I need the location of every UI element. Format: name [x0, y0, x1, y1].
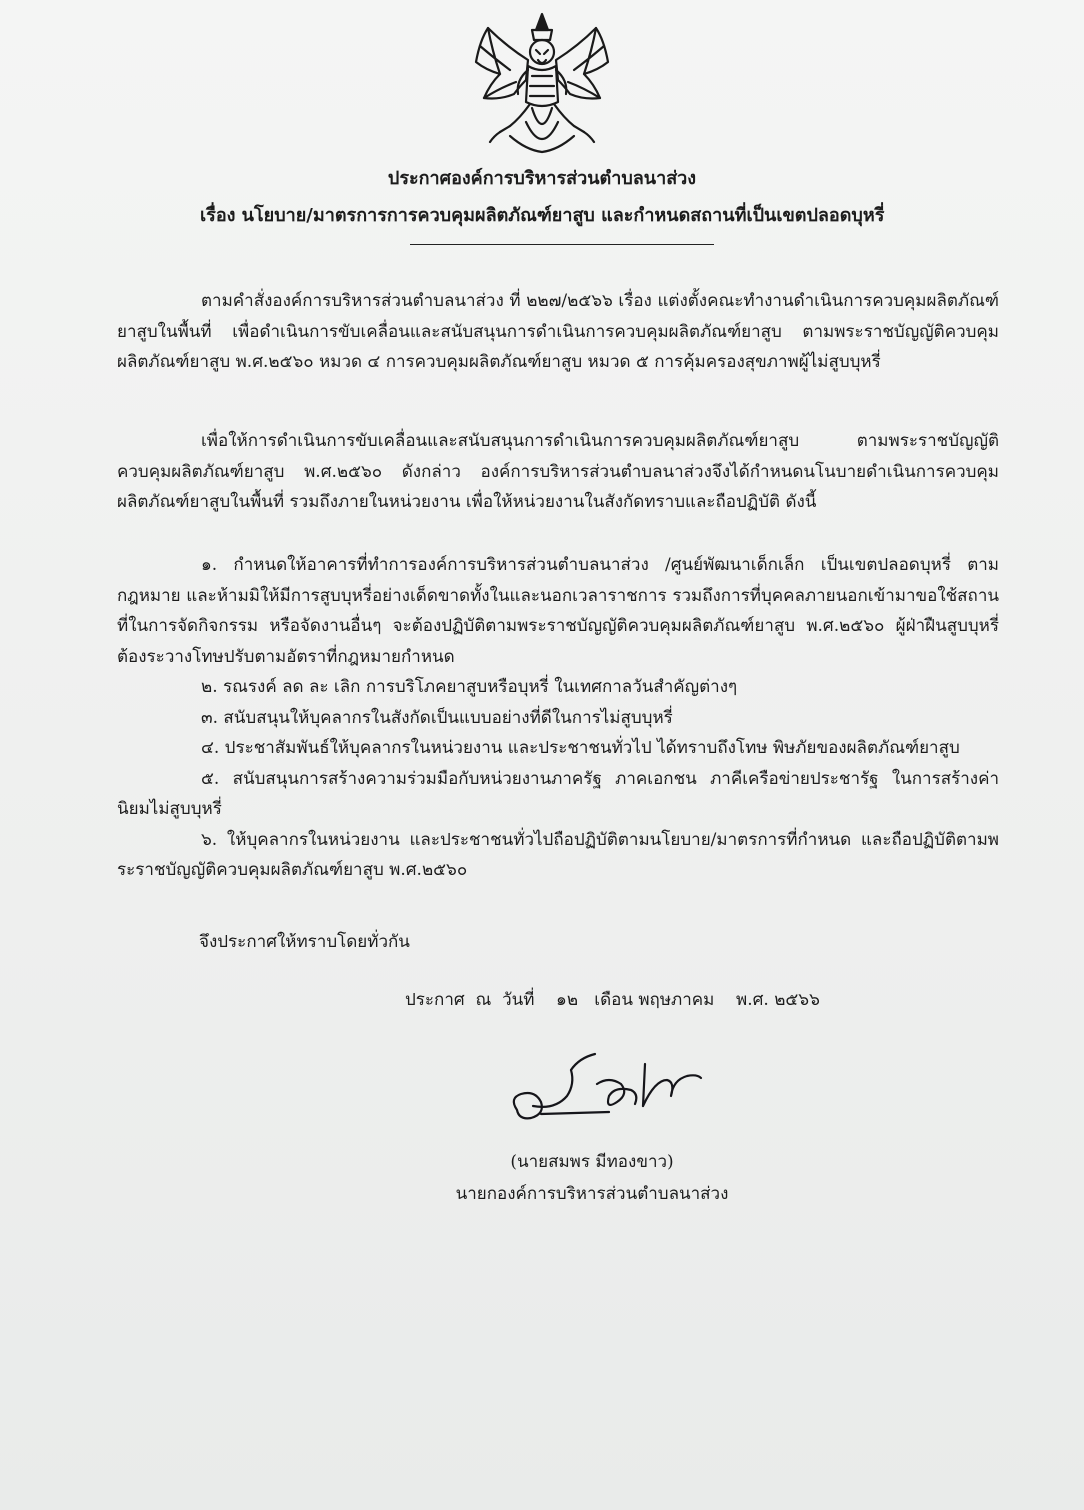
title-divider — [410, 244, 714, 245]
announcement-subject: เรื่อง นโยบาย/มาตรการการควบคุมผลิตภัณฑ์ยาสูบ และกำหนดสถานที่เป็นเขตปลอดบุหรี่ — [200, 205, 885, 226]
closing-statement: จึงประกาศให้ทราบโดยทั่วกัน — [199, 932, 410, 952]
handwritten-signature — [505, 1040, 705, 1130]
list-item: ๑. กำหนดให้อาคารที่ทำการองค์การบริหารส่วนตำบลนาส่วง /ศูนย์พัฒนาเด็กเล็ก เป็นเขตปลอดบุหรี่ ตามกฎหมาย และห้ามมิให้มีการสูบบุหรี่อย่างเด็ดขาดทั้งในและนอกเวลาราชการ รวมถึงการที่บุคคลภายนอกเข้ามาขอใช้สถานที่ในการจัดกิจกรรม หรือจัดงานอื่นๆ จะต้องปฏิบัติตามพระราชบัญญัติควบคุมผลิตภัณฑ์ยาสูบ พ.ศ.๒๕๖๐ ผู้ฝ่าฝืนสูบบุหรี่ต้องระวางโทษปรับตามอัตราที่กฎหมายกำหนด — [117, 555, 999, 667]
signer-name: (นายสมพร มีทองขาว) — [510, 1152, 674, 1172]
list-item: ๔. ประชาสัมพันธ์ให้บุคลากรในหน่วยงาน และประชาชนทั่วไป ได้ทราบถึงโทษ พิษภัยของผลิตภัณฑ์ยาสูบ — [201, 738, 960, 758]
garuda-emblem-icon — [470, 10, 615, 158]
list-item: ๖. ให้บุคลากรในหน่วยงาน และประชาชนทั่วไปถือปฏิบัติตามนโยบาย/มาตรการที่กำหนด และถือปฏิบัติตามพระราชบัญญัติควบคุมผลิตภัณฑ์ยาสูบ พ.ศ.๒๕๖๐ — [117, 829, 999, 880]
paragraph-2 — [117, 426, 999, 518]
list-item: ๒. รณรงค์ ลด ละ เลิก การบริโภคยาสูบหรือบุหรี่ ในเทศกาลวันสำคัญต่างๆ — [201, 677, 738, 697]
announcement-date: ประกาศ ณ วันที่ ๑๒ เดือน พฤษภาคม พ.ศ. ๒๕๖๖ — [405, 990, 820, 1010]
policy-list — [117, 550, 999, 886]
paragraph-text: ตามคำสั่งองค์การบริหารส่วนตำบลนาส่วง ที่ ๒๒๗/๒๕๖๖ เรื่อง แต่งตั้งคณะทำงานดำเนินการควบคุมผลิตภัณฑ์ยาสูบในพื้นที่ เพื่อดำเนินการขับเคลื่อนและสนับสนุนการดำเนินการควบคุมผลิตภัณฑ์ยาสูบ ตามพระราชบัญญัติควบคุมผลิตภัณฑ์ยาสูบ พ.ศ.๒๕๖๐ หมวด ๔ การควบคุมผลิตภัณฑ์ยาสูบ หมวด ๕ การคุ้มครองสุขภาพผู้ไม่สูบบุหรี่ — [117, 291, 999, 372]
signer-position: นายกองค์การบริหารส่วนตำบลนาส่วง — [455, 1184, 729, 1204]
paragraph-text: เพื่อให้การดำเนินการขับเคลื่อนและสนับสนุนการดำเนินการควบคุมผลิตภัณฑ์ยาสูบ ตามพระราชบัญญัติควบคุมผลิตภัณฑ์ยาสูบ พ.ศ.๒๕๖๐ ดังกล่าว องค์การบริหารส่วนตำบลนาส่วงจึงได้กำหนดนโนบายดำเนินการควบคุมผลิตภัณฑ์ยาสูบในพื้นที่ รวมถึงภายในหน่วยงาน เพื่อให้หน่วยงานในสังกัดทราบและถือปฏิบัติ ดังนี้ — [117, 431, 999, 512]
paragraph-1 — [117, 286, 999, 378]
list-item: ๓. สนับสนุนให้บุคลากรในสังกัดเป็นแบบอย่างที่ดีในการไม่สูบบุหรี่ — [201, 707, 673, 728]
announcement-title: ประกาศองค์การบริหารส่วนตำบลนาส่วง — [387, 168, 697, 189]
list-item: ๕. สนับสนุนการสร้างความร่วมมือกับหน่วยงานภาครัฐ ภาคเอกชน ภาคีเครือข่ายประชารัฐ ในการสร้างค่านิยมไม่สูบบุหรี่ — [117, 768, 999, 819]
